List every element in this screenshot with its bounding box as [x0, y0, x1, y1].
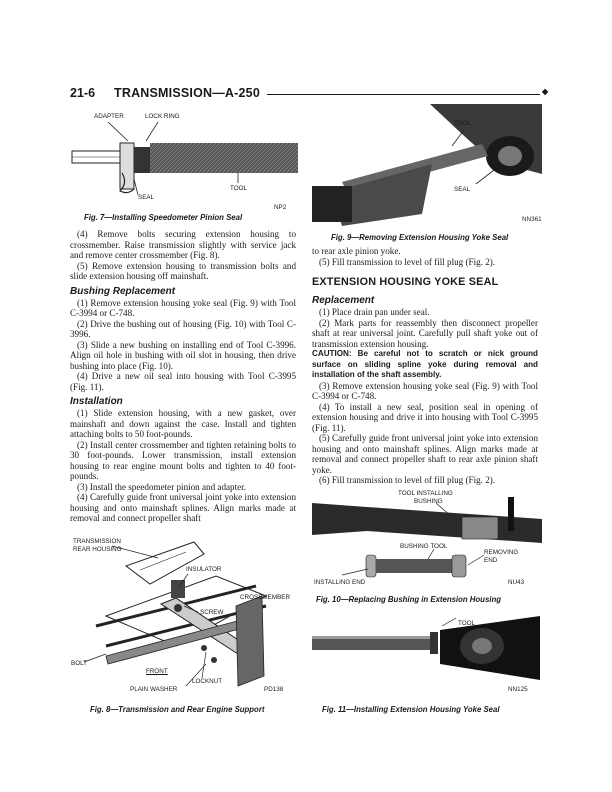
fig9-code: NN361 — [522, 216, 542, 223]
right-paragraph: to rear axle pinion yoke. — [312, 246, 401, 256]
fig11-code: NN125 — [508, 686, 528, 693]
fig8-label-plain-washer: PLAIN WASHER — [130, 686, 178, 693]
fig10-code: NU43 — [508, 579, 525, 586]
fig7-caption: Fig. 7—Installing Speedometer Pinion Seal — [84, 213, 243, 222]
fig11-caption: Fig. 11—Installing Extension Housing Yoke Seal — [322, 705, 500, 714]
fig8-label-insulator: INSULATOR — [186, 566, 222, 573]
installation-heading: Installation — [70, 396, 123, 407]
left-paragraph: (4) Drive a new oil seal into housing with Tool C-3995 (Fig. 11). — [70, 371, 296, 392]
section-heading: EXTENSION HOUSING YOKE SEAL — [312, 276, 499, 288]
fig8-label-screw: SCREW — [200, 609, 224, 616]
fig9-drawing — [312, 104, 542, 226]
right-paragraph: (1) Place drain pan under seal. — [319, 307, 430, 317]
fig8-label-rear-housing: REAR HOUSING — [73, 546, 122, 553]
fig8-label-bolt: BOLT — [71, 660, 87, 667]
bushing-replacement-heading: Bushing Replacement — [70, 285, 176, 297]
fig9-label-seal: SEAL — [454, 186, 471, 193]
left-paragraph: (4) Carefully guide front universal joint yoke into extension housing and onto mainshaft splines. Align marks made at removal and connect propeller shaft — [70, 492, 296, 523]
fig7-label-tool: TOOL — [230, 185, 248, 192]
figure-10 — [312, 489, 542, 593]
left-paragraph: (1) Remove extension housing yoke seal (Fig. 9) with Tool C-3994 or C-748. — [70, 297, 296, 318]
right-column — [312, 246, 538, 486]
page-number: 21-6 — [70, 86, 96, 100]
right-paragraph: (2) Mark parts for reassembly then disconnect propeller shaft at rear universal joint. Carefully pull shaft yoke out of transmission extension housing. — [312, 317, 538, 349]
fig8-label-transmission: TRANSMISSION — [73, 538, 121, 545]
right-paragraph: (6) Fill transmission to level of fill plug (Fig. 2). — [319, 475, 496, 485]
replacement-heading: Replacement — [312, 295, 375, 306]
fig8-label-front: FRONT — [146, 668, 168, 675]
right-paragraph: (5) Fill transmission to level of fill plug (Fig. 2). — [319, 256, 496, 267]
left-column — [70, 229, 296, 524]
fig10-label-tool-installing: TOOL INSTALLING — [398, 490, 453, 497]
fig8-label-crossmember: CROSSMEMBER — [240, 594, 291, 601]
fig10-label-bushing-tool: BUSHING TOOL — [400, 543, 448, 550]
fig7-drawing — [66, 113, 302, 221]
header-rule — [267, 94, 540, 95]
figure-11 — [312, 608, 542, 700]
fig8-drawing — [66, 536, 302, 696]
fig9-label-tool: TOOL — [454, 120, 472, 127]
left-paragraph: (2) Drive the bushing out of housing (Fig. 10) with Tool C-3996. — [70, 318, 296, 339]
fig10-label-end: END — [484, 557, 498, 564]
figure-9 — [312, 104, 542, 226]
fig7-label-seal: SEAL — [138, 194, 155, 201]
fig10-label-installing-end: INSTALLING END — [314, 579, 366, 586]
fig10-caption: Fig. 10—Replacing Bushing in Extension Housing — [316, 595, 501, 604]
page-title: TRANSMISSION—A-250 — [114, 86, 260, 100]
right-paragraph: (5) Carefully guide front universal joint yoke into extension housing and onto mainshaft splines. Align marks made at removal and connect propeller shaft to rear axle pinion shaft yoke. — [312, 433, 538, 475]
right-paragraph: (3) Remove extension housing yoke seal (Fig. 9) with Tool C-3994 or C-748. — [312, 380, 538, 401]
left-paragraph: (5) Remove extension housing to transmission bolts and slide extension housing off mainshaft. — [70, 260, 296, 281]
page-header — [70, 86, 548, 102]
left-paragraph: (3) Slide a new bushing on installing end of Tool C-3996. Align oil hole in bushing with oil slot in housing, then drive bushing into place (Fig. 10). — [70, 339, 296, 371]
fig8-code: PD138 — [264, 686, 284, 693]
header-diamond-icon: ◆ — [542, 87, 549, 96]
fig11-label-tool: TOOL — [458, 620, 476, 627]
fig8-label-locknut: LOCKNUT — [192, 678, 223, 685]
fig7-label-lock-ring: LOCK RING — [145, 113, 180, 120]
left-paragraph: (2) Install center crossmember and tighten retaining bolts to 30 foot-pounds. Lower transmission, install extension housing to rear engine mount bolts and tighten to 40 foot-pounds. — [70, 439, 296, 481]
left-paragraph: (4) Remove bolts securing extension housing to crossmember. Raise transmission slightly with service jack and remove center crossmember (Fig. 8). — [70, 229, 296, 260]
fig7-code: NP2 — [274, 204, 287, 211]
caution-note: CAUTION: Be careful not to scratch or nick ground surface on sliding spline yoke during removal and installation of the shaft assembly. — [312, 349, 538, 379]
fig8-caption: Fig. 8—Transmission and Rear Engine Support — [90, 705, 265, 714]
left-paragraph: (1) Slide extension housing, with a new gasket, over mainshaft and down against the case. Install and tighten attaching bolts to 50 foot-pounds. — [70, 408, 296, 439]
fig9-caption: Fig. 9—Removing Extension Housing Yoke Seal — [331, 233, 509, 242]
figure-7 — [66, 113, 302, 221]
figure-8 — [66, 536, 302, 696]
right-paragraph: (4) To install a new seal, position seal in opening of extension housing and drive it into housing with Tool C-3995 (Fig. 11). — [312, 401, 538, 433]
fig10-label-removing: REMOVING — [484, 549, 519, 556]
fig7-label-adapter: ADAPTER — [94, 113, 124, 120]
fig10-label-bushing: BUSHING — [414, 498, 443, 505]
left-paragraph: (3) Install the speedometer pinion and adapter. — [77, 481, 246, 492]
